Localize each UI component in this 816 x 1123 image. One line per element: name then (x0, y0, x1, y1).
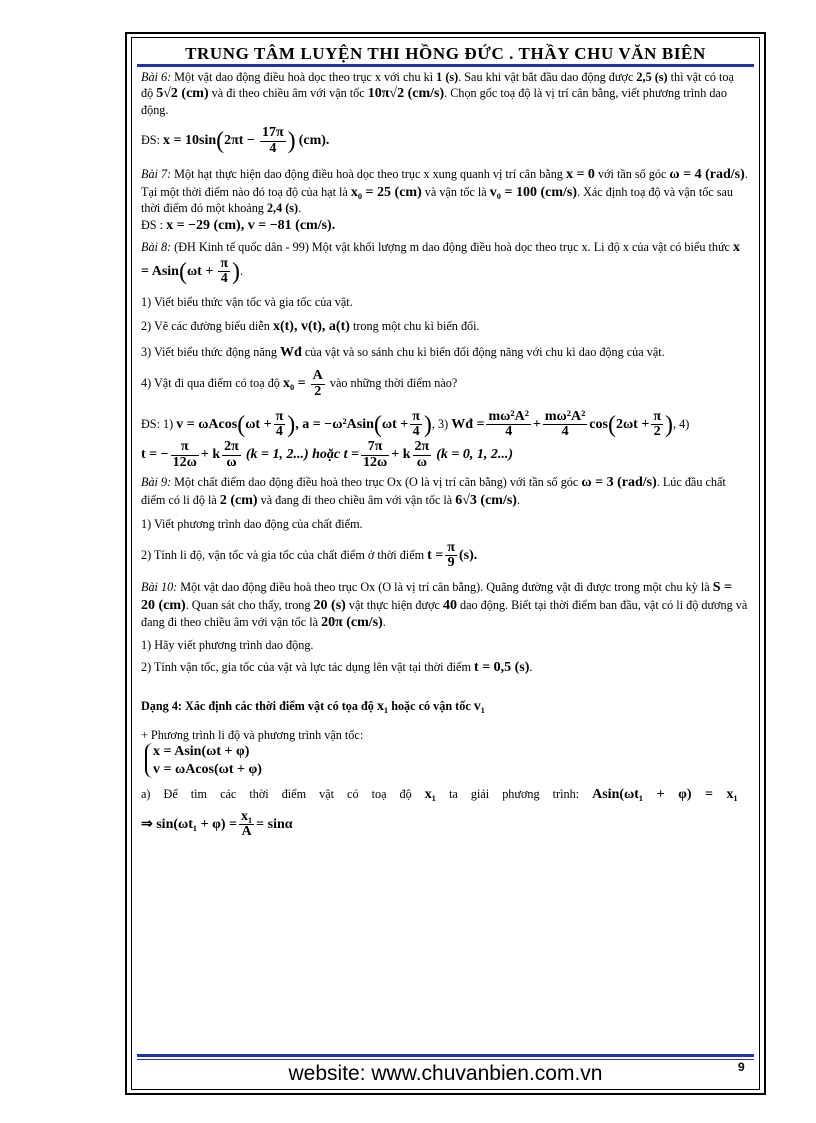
dang4-eq2: v = ωAcos(ωt + φ) (153, 761, 262, 777)
bai9-q1: 1) Viết phương trình dao động của chất điểm. (141, 517, 363, 532)
footer-website[interactable]: website: www.chuvanbien.com.vn (288, 1062, 603, 1085)
bai10-paragraph: Bài 10: Một vật dao động điều hoà theo trục Ox (O là vị trí cân bằng). Quãng đường vật đi được trong một chu kỳ là S = 20 (cm). Quan sát cho thấy, trong 20 (s) vật thực hiện được 40 dao động. Biết tại thời điểm ban đầu, vật có li độ dương và đang đi theo chiều âm với vận tốc là 20π (cm/s). (141, 580, 748, 630)
bai6-label: Bài 6: (141, 70, 172, 84)
bai10-q1: 1) Hãy viết phương trình dao động. (141, 637, 314, 652)
bai6-paragraph: Bài 6: Một vật dao động điều hoà dọc theo trục x với chu kì 1 (s). Sau khi vật bắt đầu dao động được 2,5 (s) thì vật có toạ độ 5√2 (cm) và đi theo chiều âm với vận tốc 10π√2 (cm/s). Chọn gốc toạ độ là vị trí cân bằng, viết phương trình dao động. (141, 70, 734, 117)
bai10-q2: 2) Tính vận tốc, gia tốc của vật và lực tác dụng lên vật tại thời điểm t = 0,5 (s). (141, 659, 533, 675)
bai7-answer: ĐS : x = −29 (cm), v = −81 (cm/s). (141, 217, 336, 233)
bai9-q2: 2) Tính li độ, vận tốc và gia tốc của chất điểm ở thời điểm t = $\frac{\pi}{9}$ (s). (141, 539, 478, 571)
dang4-equation-system (145, 743, 262, 778)
footer-rule (137, 1054, 754, 1057)
bai8-answer-line2: t = − $\frac{\pi}{12\omega}$ + k $\frac{2\pi}{\omega}$ (k = 1, 2...) hoặc t = $\frac{7\pi}{12\omega}$ + k $\frac{2\pi}{\omega}$ (k = 0, 1, 2...) (141, 439, 514, 470)
dang4-intro: + Phương trình li độ và phương trình vận tốc: (141, 727, 364, 742)
dang4-title: Dạng 4: Xác định các thời điểm vật có tọa độ x₁ hoặc có vận tốc v₁ (141, 699, 485, 715)
bai8-answer-line1: ĐS: 1) v = ωAcos(ωt + $\frac{\pi}{4}$ ), a = −ω²Asin(ωt + $\frac{\pi}{4}$ ), 3) Wđ = $\frac{\text{mω²A²}}{4}$ + $\frac{\text{mω²A²}}{4}$ cos(2ωt + $\frac{\pi}{2}$ ), 4) (141, 408, 690, 440)
bai9-label: Bài 9: (141, 475, 172, 490)
page-content (141, 70, 749, 840)
bai8-paragraph: Bài 8: (ĐH Kinh tế quốc dân - 99) Một vật khối lượng m dao động điều hoà dọc theo trục x. Li độ x của vật có biểu thức x = Asin(ωt + $\frac{\pi}{4}$ ). (141, 240, 740, 287)
footer-rule-thin (137, 1059, 754, 1060)
header-rule (137, 64, 754, 67)
page-header-title: TRUNG TÂM LUYỆN THI HỒNG ĐỨC . THẦY CHU VĂN BIÊN (185, 44, 706, 63)
dang4-a: a) Để tìm các thời điểm vật có toạ độ x₁ ta giải phương trình: Asin(ωt₁ + φ) = x₁ (141, 787, 738, 802)
dang4-result: ⇒ sin(ωt₁ + φ) = $\frac{\text{x₁}}{A}$ = sinα (141, 808, 293, 840)
bai8-q2: 2) Vẽ các đường biểu diễn x(t), v(t), a(t) trong một chu kì biến đổi. (141, 319, 480, 335)
page-number: 9 (738, 1060, 745, 1074)
bai7-label: Bài 7: (141, 167, 172, 182)
bai7-paragraph: Bài 7: Một hạt thực hiện dao động điều hoà dọc theo trục x xung quanh vị trí cân bằng x = 0 với tần số góc ω = 4 (rad/s). Tại một thời điểm nào đó toạ độ của hạt là x₀ = 25 (cm) và vận tốc là v₀ = 100 (cm/s). Xác định toạ độ và vận tốc sau thời điểm đó một khoảng 2,4 (s). (141, 167, 748, 216)
bai8-q1: 1) Viết biểu thức vận tốc và gia tốc của vật. (141, 295, 353, 309)
dang4-eq1: x = Asin(ωt + φ) (153, 744, 250, 759)
bai8-q3: 3) Viết biểu thức động năng Wđ của vật và so sánh chu kì biến đổi động năng với chu kì dao động của vật. (141, 344, 665, 360)
bai6-answer: ĐS: x = 10sin(2πt − $\frac{17\pi}{4}$ ) (cm). (141, 125, 330, 156)
bai10-label: Bài 10: (141, 580, 178, 594)
bai8-q4: 4) Vật đi qua điểm có toạ độ x₀ = $\frac{A}{2}$ vào những thời điểm nào? (141, 368, 458, 399)
bai8-label: Bài 8: (141, 240, 172, 255)
bai9-paragraph: Bài 9: Một chất điểm dao động điều hoà theo trục Ox (O là vị trí cân bằng) với tần số góc ω = 3 (rad/s). Lúc đầu chất điểm có li độ là 2 (cm) và đang đi theo chiều âm với vận tốc là 6√3 (cm/s). (141, 475, 726, 508)
